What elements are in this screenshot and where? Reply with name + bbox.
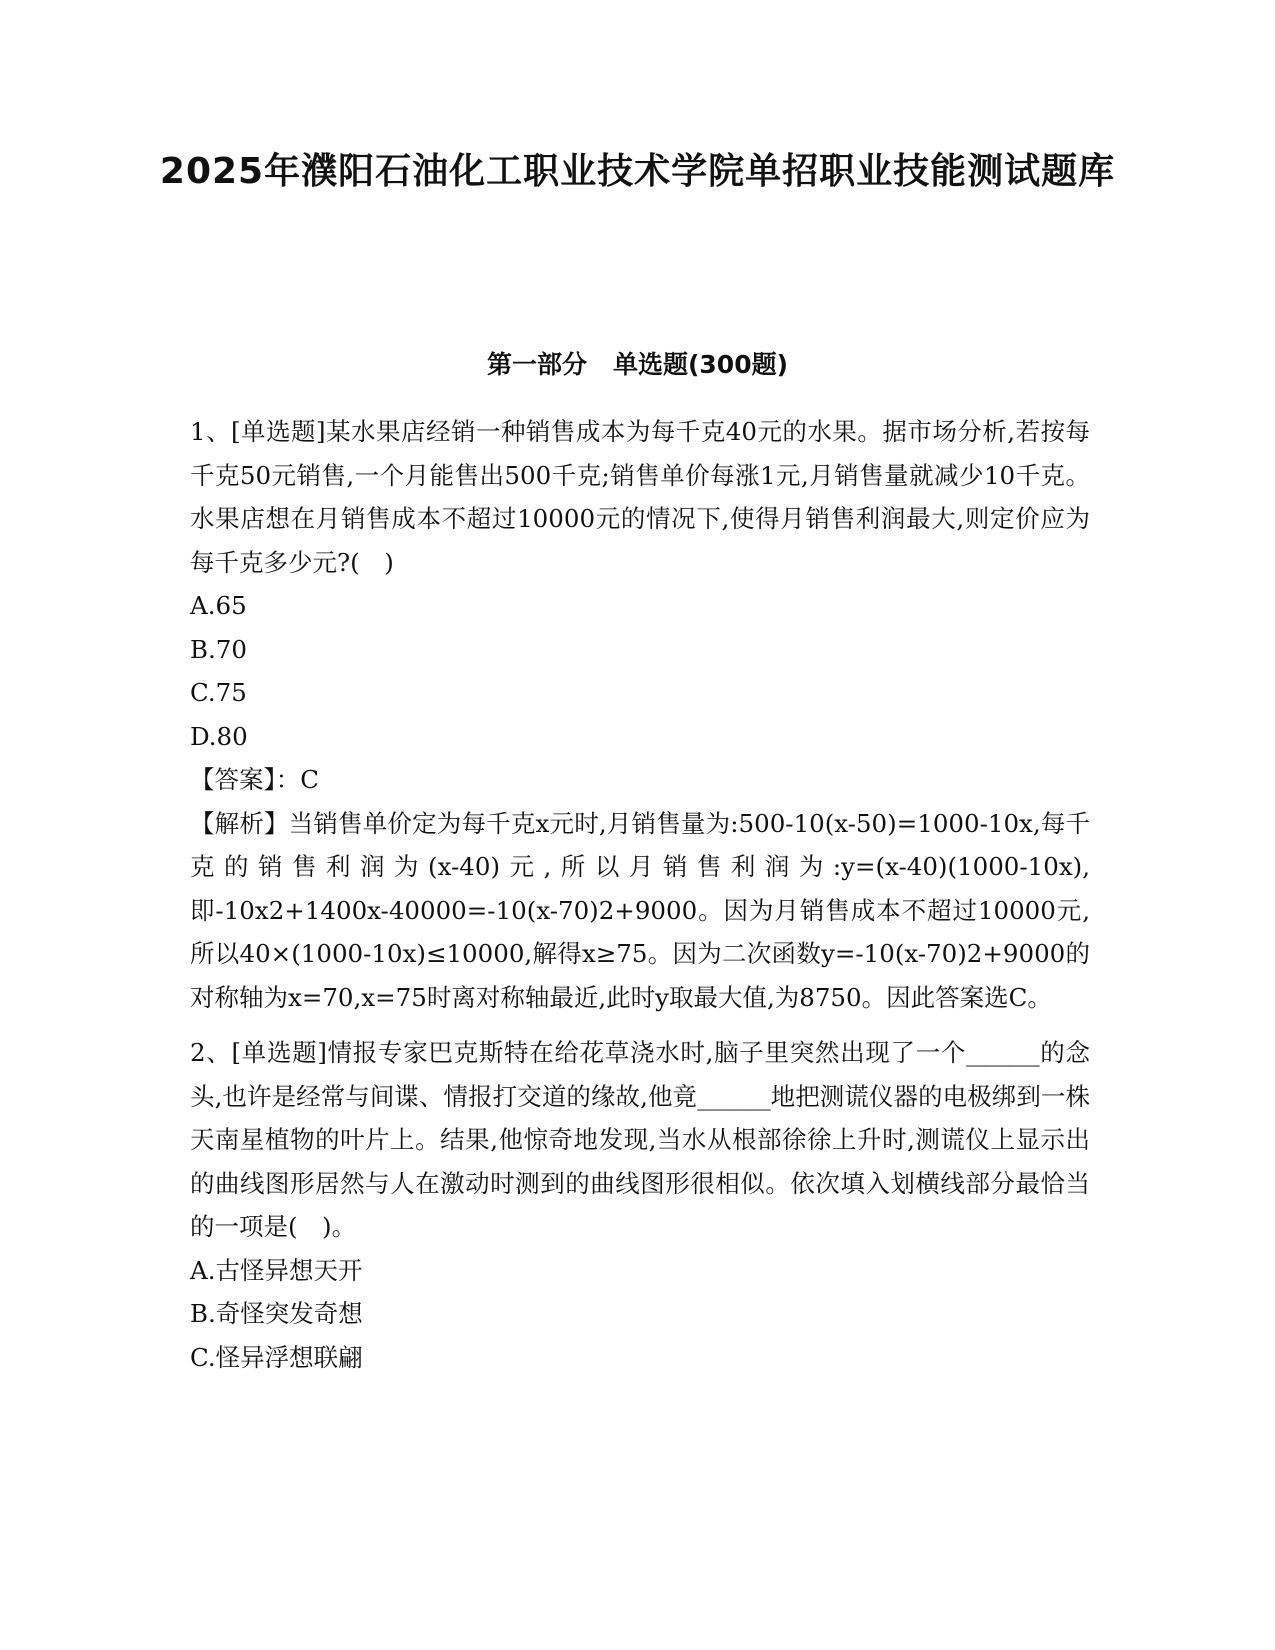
question-item [190,1031,1090,1379]
analysis-text: 【解析】当销售单价定为每千克x元时,月销售量为:500-10(x-50)=1000-10x,每千克的销售利润为(x-40)元,所以月销售利润为:y=(x-40)(1000-10x),即-10x2+1400x-40000=-10(x-70)2+9000。因为月销售成本不超过10000元,所以40×(1000-10x)≤10000,解得x≥75。因为二次函数y=-10(x-70)2+9000的对称轴为x=70,x=75时离对称轴最近,此时y取最大值,为8750。因此答案选C。 [190,808,1090,1012]
section-name-label: 单选题(300题) [612,350,789,379]
section-heading [150,348,1125,382]
option-a: A.古怪异想天开 [190,1255,363,1285]
document-title: 2025年濮阳石油化工职业技术学院单招职业技能测试题库 [159,151,1116,192]
option-d: D.80 [190,721,248,751]
question-text: 1、[单选题]某水果店经销一种销售成本为每千克40元的水果。据市场分析,若按每千克50元销售,一个月能售出500千克;销售单价每涨1元,月销售量就减少10千克。水果店想在月销售成本不超过10000元的情况下,使得月销售利润最大,则定价应为每千克多少元?( ) [190,417,1090,577]
question-text: 2、[单选题]情报专家巴克斯特在给花草浇水时,脑子里突然出现了一个______的念头,也许是经常与间谍、情报打交道的缘故,他竟______地把测谎仪器的电极绑到一株天南星植物的叶片上。结果,他惊奇地发现,当水从根部徐徐上升时,测谎仪上显示出的曲线图形居然与人在激动时测到的曲线图形很相似。依次填入划横线部分最恰当的一项是( )。 [190,1038,1090,1241]
answer-line: 【答案】：C [190,765,319,794]
option-b: B.70 [190,634,247,664]
option-c: C.怪异浮想联翩 [190,1342,363,1372]
question-list [190,410,1090,1379]
option-b: B.奇怪突发奇想 [190,1299,363,1328]
option-a: A.65 [190,591,247,620]
section-part-label: 第一部分 [486,350,587,379]
option-c: C.75 [190,678,247,707]
question-item [190,410,1090,1019]
